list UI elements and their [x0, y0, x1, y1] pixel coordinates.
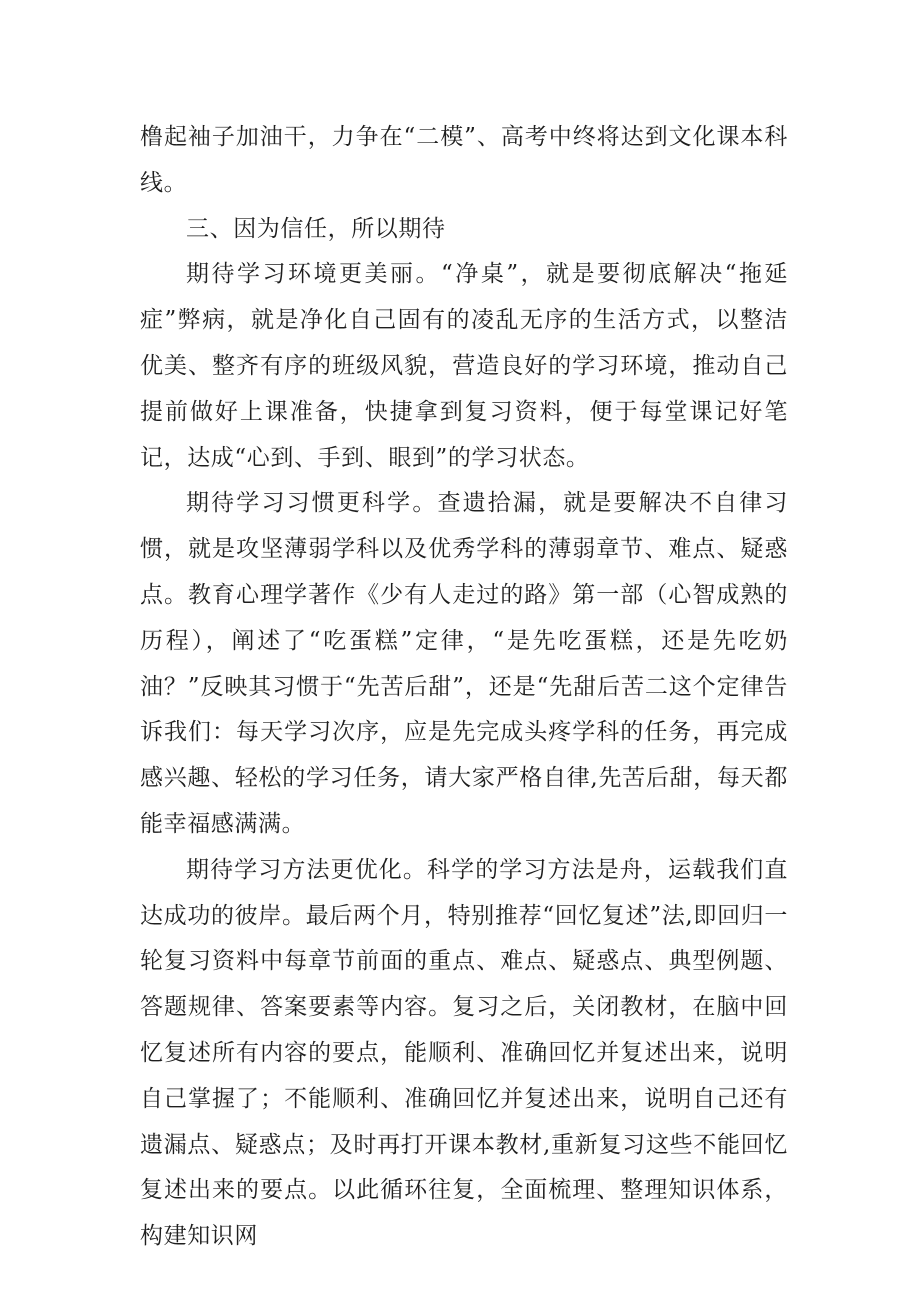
continuation-paragraph: 橹起袖子加油干，力争在“二模”、高考中终将达到文化课本科线。: [140, 124, 788, 196]
document-body: [140, 115, 788, 1260]
paragraph-environment: 期待学习环境更美丽。“净桌”，就是要彻底解决“拖延症”弊病，就是净化自己固有的凌乱无序的生活方式，以整洁优美、整齐有序的班级风貌，营造良好的学习环境，推动自己提前做好上课准备，快捷拿到复习资料，便于每堂课记好笔记，达成“心到、手到、眼到”的学习状态。: [140, 261, 788, 471]
paragraph-methods: 期待学习方法更优化。科学的学习方法是舟，运载我们直达成功的彼岸。最后两个月，特别推荐“回忆复述”法,即回归一轮复习资料中每章节前面的重点、难点、疑惑点、典型例题、答题规律、答案要素等内容。复习之后，关闭教材，在脑中回忆复述所有内容的要点，能顺利、准确回忆并复述出来，说明自己掌握了；不能顺利、准确回忆并复述出来，说明自己还有遗漏点、疑惑点；及时再打开课本教材,重新复习这些不能回忆复述出来的要点。以此循环往复，全面梳理、整理知识体系，构建知识网: [140, 856, 788, 1250]
section-heading: 三、因为信任，所以期待: [186, 215, 446, 242]
paragraph-habits: 期待学习习惯更科学。查遗拾漏，就是要解决不自律习惯，就是攻坚薄弱学科以及优秀学科的薄弱章节、难点、疑惑点。教育心理学著作《少有人走过的路》第一部（心智成熟的历程），阐述了“吃蛋糕”定律，“是先吃蛋糕，还是先吃奶油？”反映其习惯于“先苦后甜”，还是“先甜后苦二这个定律告诉我们：每天学习次序，应是先完成头疼学科的任务，再完成感兴趣、轻松的学习任务，请大家严格自律,先苦后甜，每天都能幸福感满满。: [140, 490, 788, 837]
